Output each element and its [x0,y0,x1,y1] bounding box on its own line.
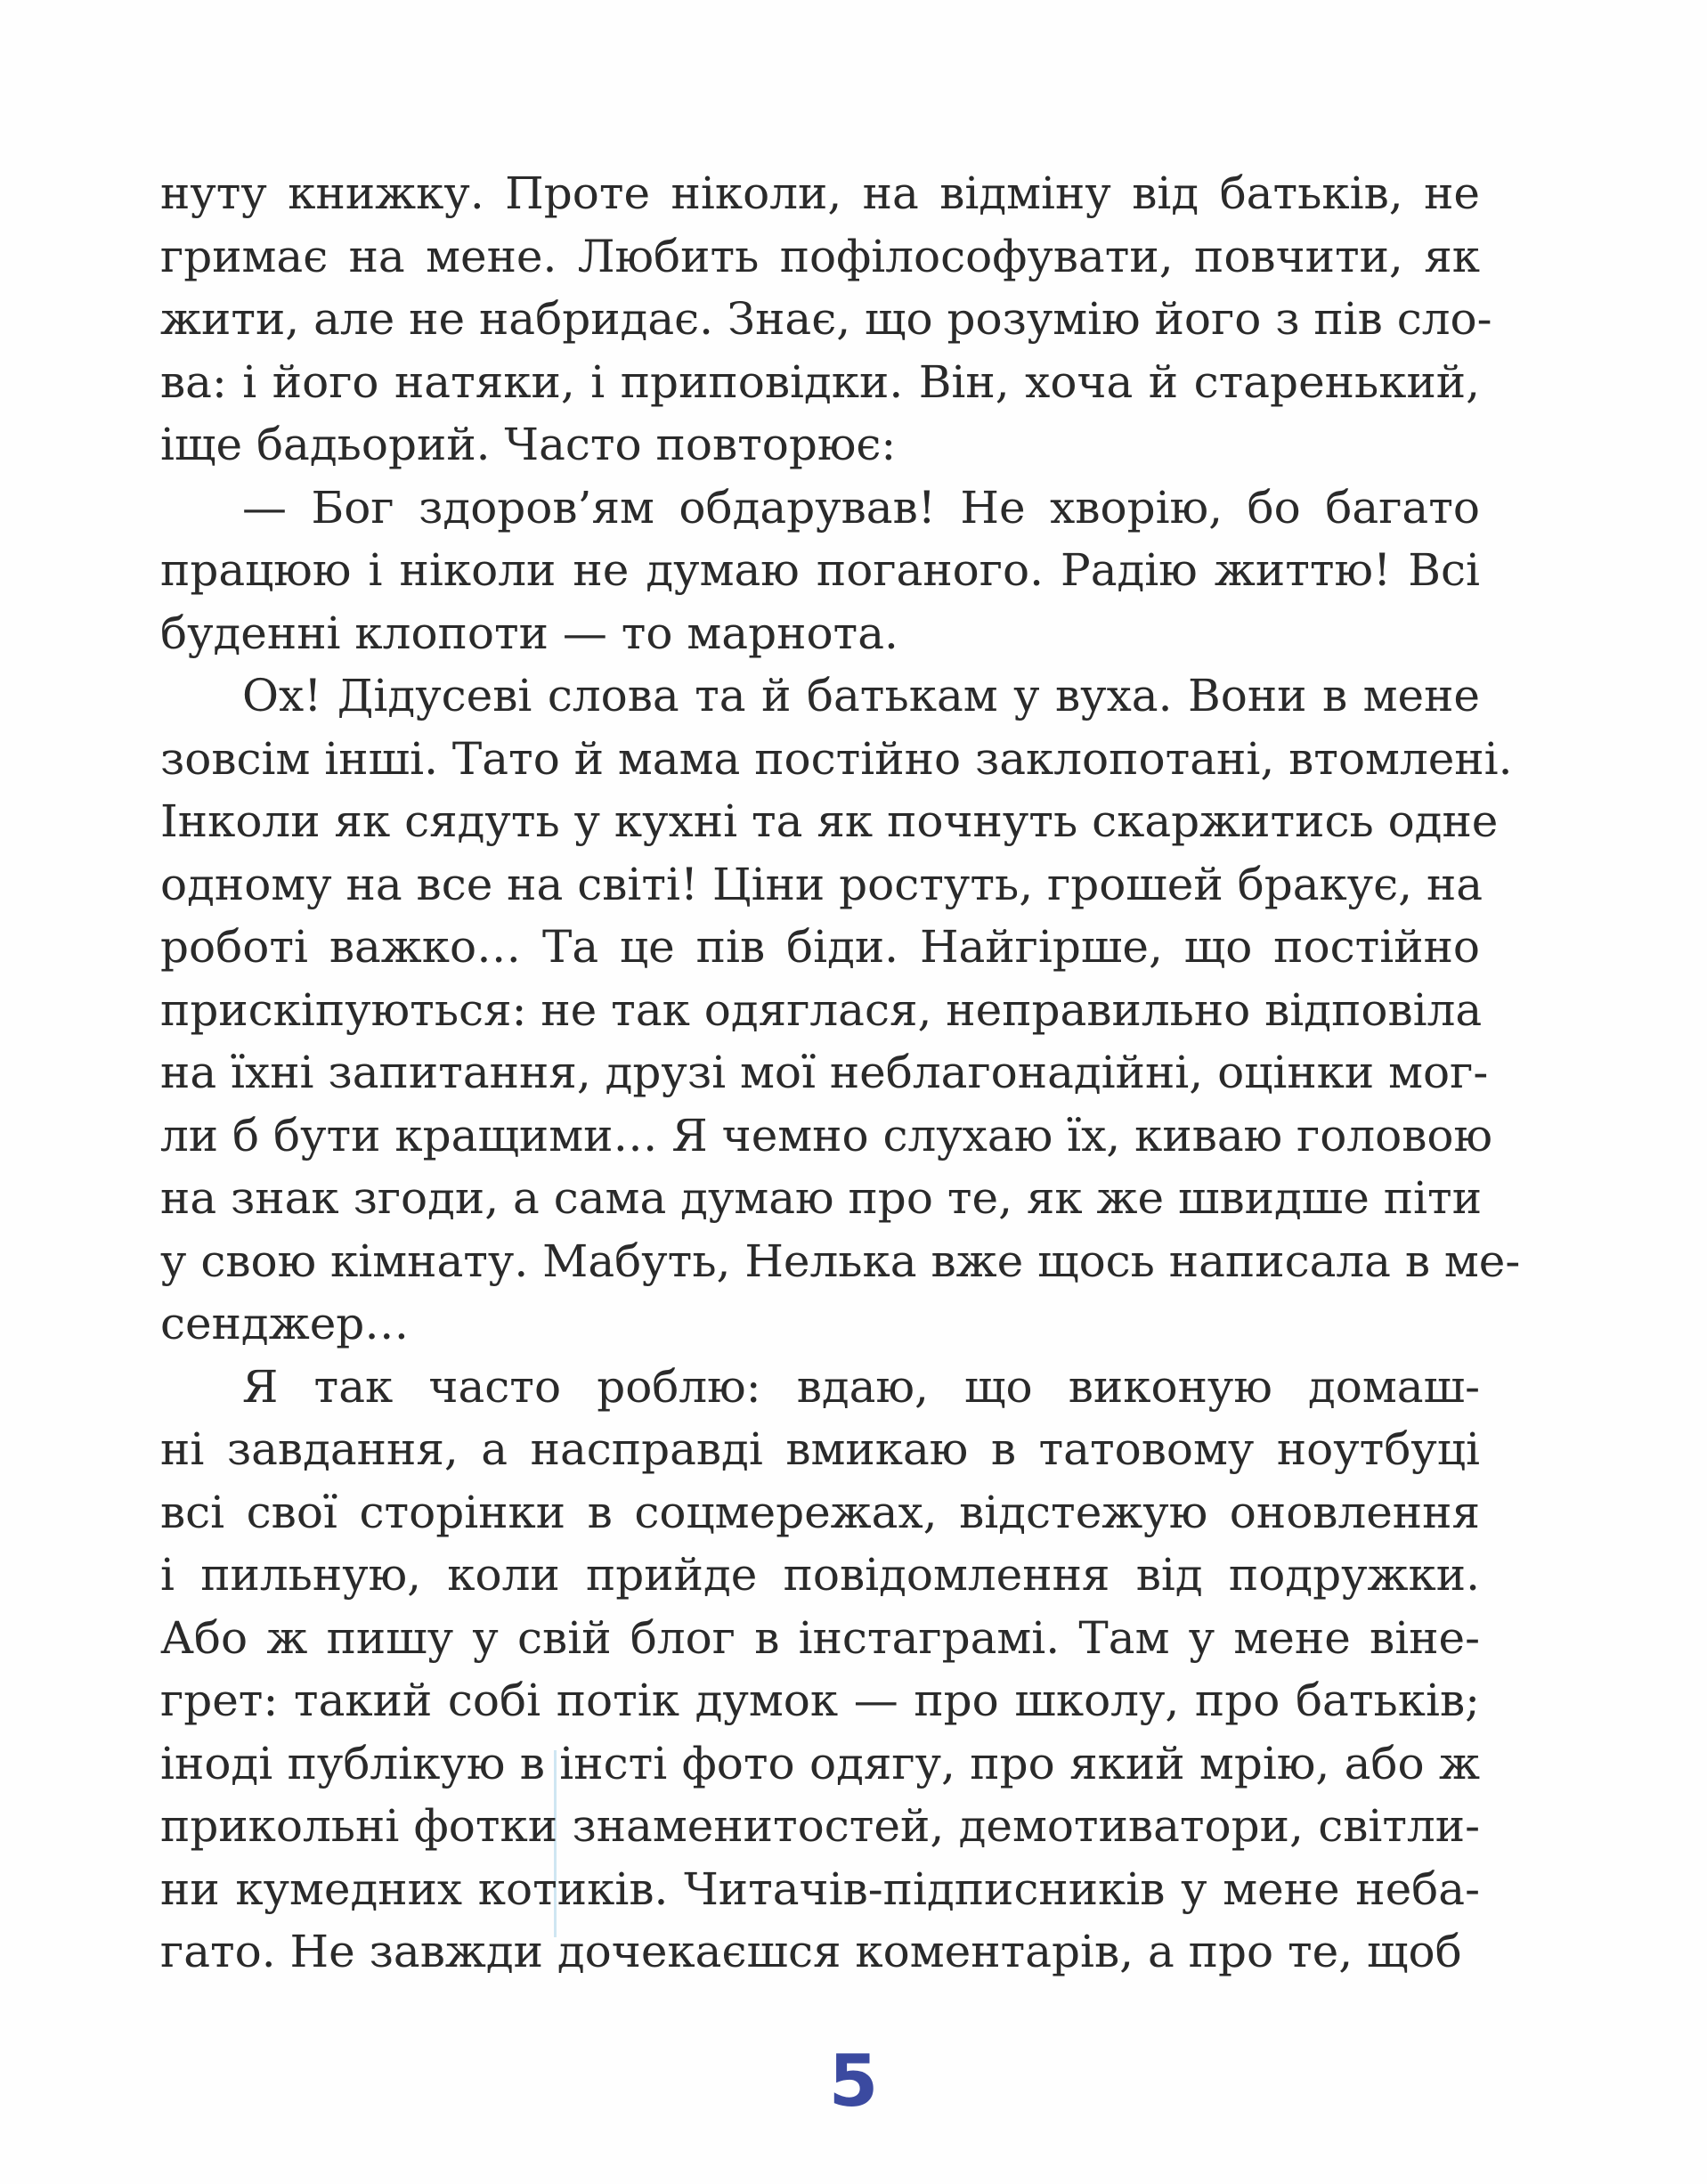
text-line: у свою кімнату. Мабуть, Нелька вже щось написала в ме- [160,1235,1521,1287]
text-line: ва: і його натяки, і приповідки. Він, хоча й старенький, [160,355,1480,408]
text-line: ли б бути кращими… Я чемно слухаю їх, киваю головою [160,1109,1492,1161]
text-line: працюю і ніколи не думаю поганого. Радію життю! Всі [160,544,1480,596]
text-line: — Бог здоров’ям обдарував! Не хворію, бо багато [242,481,1480,534]
text-line: Або ж пишу у свій блог в інстаграмі. Там у мене віне- [160,1611,1480,1664]
text-line: буденні клопоти — то марнота. [160,607,898,659]
paragraph [160,162,1492,477]
text-line: сенджер… [160,1298,410,1349]
text-line: Інколи як сядуть у кухні та як почнуть скаржитись одне [160,795,1499,847]
text-line: гримає на мене. Любить пофілософувати, повчити, як [160,230,1480,282]
page-number: 5 [828,2040,879,2123]
paragraph [160,664,1521,1356]
text-line: іще бадьорий. Часто повторює: [160,419,897,470]
text-line: всі свої сторінки в соцмережах, відстежую оновлення [160,1486,1480,1538]
text-line: нуту книжку. Проте ніколи, на відміну від батьків, не [160,167,1480,219]
text-line: Я так часто роблю: вдаю, що виконую домаш- [242,1360,1480,1413]
text-line: Ох! Дідусеві слова та й батькам у вуха. Вони в мене [242,670,1480,721]
body-text [160,162,1521,1984]
text-line: грет: такий собі потік думок — про школу, про батьків; [160,1675,1480,1726]
text-line: зовсім інші. Тато й мама постійно заклопотані, втомлені. [160,732,1513,785]
text-line: ни кумедних котиків. Читачів-підписників у мене неба- [160,1862,1480,1915]
text-line: на знак згоди, а сама думаю про те, як же швидше піти [160,1172,1483,1224]
text-line: на їхні запитання, друзі мої неблагонадійні, оцінки мог- [160,1047,1489,1098]
text-line: жити, але не набридає. Знає, що розумію його з пів сло- [160,293,1492,345]
text-line: роботі важко… Та це пів біди. Найгірше, що постійно [160,921,1480,973]
text-line: гато. Не завжди дочекаєшся коментарів, а про те, щоб [160,1926,1462,1977]
text-line: прикольні фотки знаменитостей, демотиватори, світли- [160,1800,1480,1852]
paragraph [160,477,1480,665]
text-line: і пильную, коли прийде повідомлення від подружки. [160,1549,1480,1601]
text-line: ні завдання, а насправді вмикаю в татовому ноутбуці [160,1423,1480,1475]
text-line: одному на все на світі! Ціни ростуть, грошей бракує, на [160,858,1483,910]
text-line: прискіпуються: не так одяглася, неправильно відповіла [160,983,1483,1036]
paragraph [160,1356,1480,1984]
text-line: іноді публікую в інсті фото одягу, про який мрію, або ж [160,1737,1480,1789]
